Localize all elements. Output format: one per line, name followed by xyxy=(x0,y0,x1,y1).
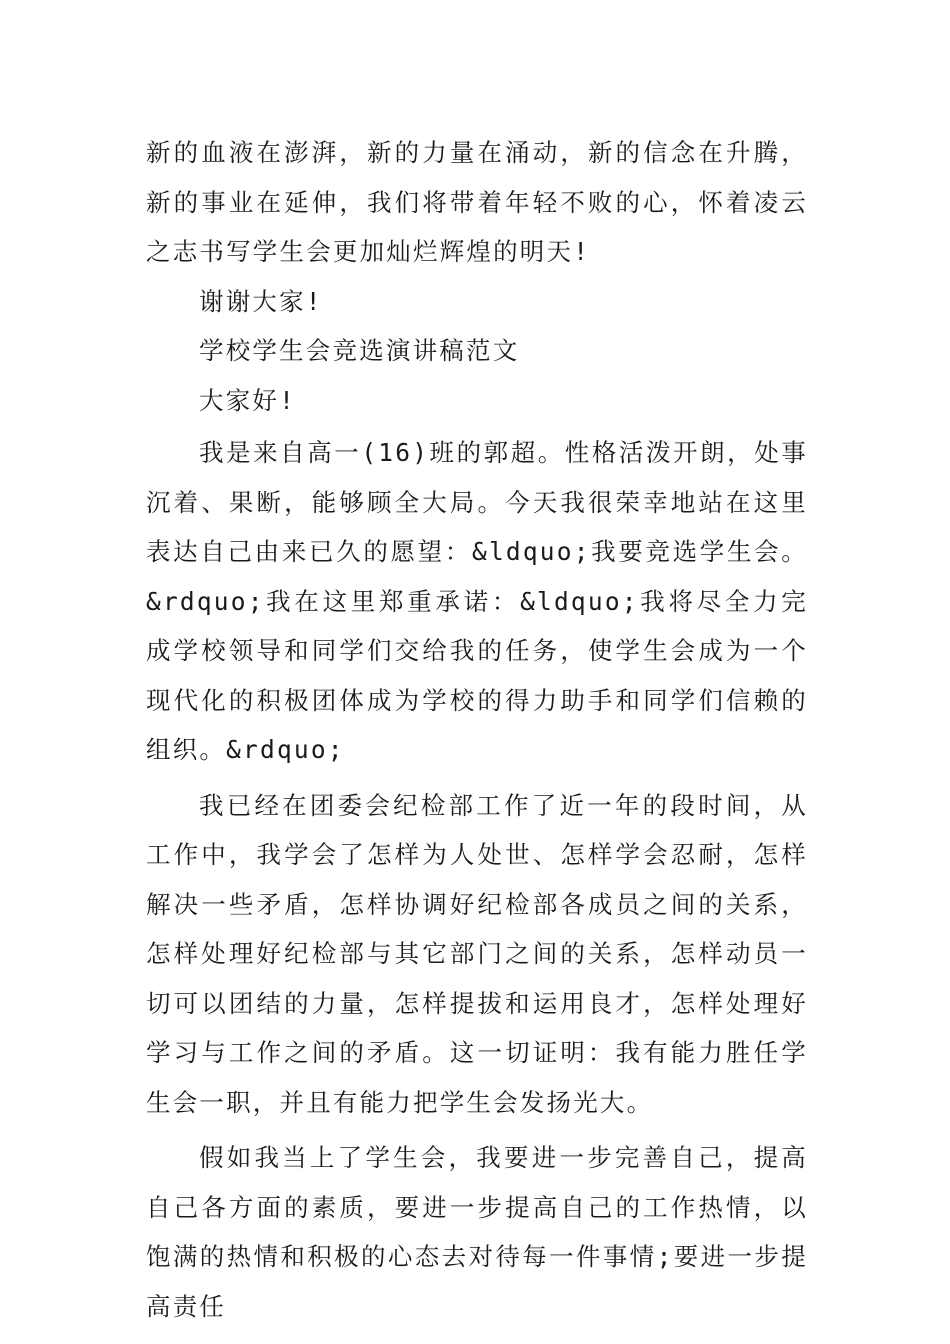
paragraph-intro: 我是来自高一(16)班的郭超。性格活泼开朗，处事沉着、果断，能够顾全大局。今天我很荣幸地站在这里表达自己由来已久的愿望：&ldquo;我要竞选学生会。&rdquo;我在这里郑重承诺：&ldquo;我将尽全力完成学校领导和同学们交给我的任务，使学生会成为一个现代化的积极团体成为学校的得力助手和同学们信赖的组织。&rdquo; xyxy=(146,438,808,764)
document-body xyxy=(146,128,808,1331)
paragraph-title: 学校学生会竞选演讲稿范文 xyxy=(199,336,520,365)
paragraph-thanks: 谢谢大家! xyxy=(199,286,323,316)
paragraph-closing: 新的血液在澎湃，新的力量在涌动，新的信念在升腾，新的事业在延伸，我们将带着年轻不败的心，怀着凌云之志书写学生会更加灿烂辉煌的明天! xyxy=(146,138,808,266)
paragraph-plan: 假如我当上了学生会，我要进一步完善自己，提高自己各方面的素质，要进一步提高自己的工作热情，以饱满的热情和积极的心态去对待每一件事情;要进一步提高责任 xyxy=(146,1143,808,1321)
paragraph-greeting: 大家好! xyxy=(199,385,297,415)
paragraph-experience: 我已经在团委会纪检部工作了近一年的段时间，从工作中，我学会了怎样为人处世、怎样学会忍耐，怎样解决一些矛盾，怎样协调好纪检部各成员之间的关系，怎样处理好纪检部与其它部门之间的关系，怎样动员一切可以团结的力量，怎样提拔和运用良才，怎样处理好学习与工作之间的矛盾。这一切证明：我有能力胜任学生会一职，并且有能力把学生会发扬光大。 xyxy=(146,790,808,1117)
